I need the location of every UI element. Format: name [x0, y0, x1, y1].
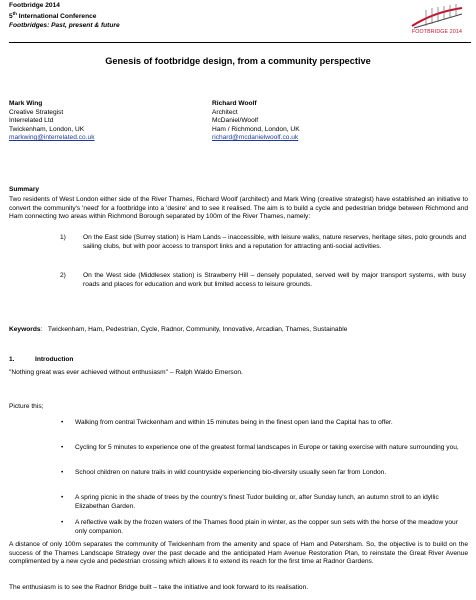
list-number: 1) [60, 234, 66, 241]
author-role: Architect [212, 108, 238, 116]
bullet-icon: • [61, 494, 64, 501]
conference-header [9, 2, 120, 30]
intro-paragraph: A distance of only 100m separates the community of Twickenham from the amenity and space of Ham and Petersham. So, the objective is to build on the success of the Thames Landscape Strategy over the past decade and the anticipated Ham Avenue Restoration Plan, to reinstate the Great River Avenue complimented by a new cycle and pedestrian crossing which allows it to extend its reach for the first time at Radnor Gardens. [9, 541, 468, 566]
bullet-icon: • [61, 469, 64, 476]
picture-this-line: Picture this; [9, 403, 44, 410]
section-title: Introduction [35, 356, 74, 363]
header-conference-label: International Conference [16, 13, 97, 21]
section-number: 1. [9, 356, 15, 363]
author-location: Ham / Richmond, London, UK [212, 125, 300, 133]
keywords-label: Keywords [9, 326, 41, 333]
bullet-item [61, 519, 467, 536]
keywords-line: Keywords: Twickenham, Ham, Pedestrian, Cycle, Radnor, Community, Innovative, Arcadian, Thames, Sustainable [9, 326, 348, 333]
bullet-icon: • [61, 444, 64, 451]
author-email-link[interactable]: markwing@interrelated.co.uk [9, 134, 95, 142]
author-name: Richard Woolf [212, 100, 257, 107]
header-line-3: Footbridges: Past, present & future [9, 21, 120, 29]
author-role: Creative Strategist [9, 108, 64, 116]
bullet-text: Cycling for 5 minutes to experience one of the greatest formal landscapes in Europe or taking exercise with nature surrounding you, [75, 444, 459, 451]
header-line-2 [9, 10, 120, 21]
header-edition-suffix: th [12, 11, 17, 17]
summary-heading: Summary [9, 186, 40, 193]
list-number: 2) [60, 272, 66, 279]
bullet-item [61, 494, 467, 511]
bullet-icon: • [61, 519, 64, 526]
bullet-item [61, 444, 467, 453]
header-divider [9, 42, 471, 43]
logo-text: FOOTBRIDGE 2014 [411, 29, 463, 35]
keywords-value: Twickenham, Ham, Pedestrian, Cycle, Radnor, Community, Innovative, Arcadian, Thames, Sustainable [47, 326, 348, 333]
author-org: McDaniel/Woolf [212, 117, 259, 125]
author-org: Interrelated Ltd [9, 117, 54, 125]
list-text: On the West side (Middlesex station) is Strawberry Hill – densely populated, served well by major transport systems, with busy roads and places for education and work but limited access to leisure grounds. [83, 272, 466, 288]
bullet-text: A spring picnic in the shade of trees by the country's finest Tudor building or, after Sunday lunch, an autumn stroll to an idyllic Elizabethan Garden. [75, 494, 439, 510]
summary-paragraph: Two residents of West London either side of the River Thames, Richard Woolf (architect) and Mark Wing (creative strategist) have established an initiative to convert the community's 'need' for a footbridge into a 'desire' and to see it realised. The aim is to build a cycle and pedestrian bridge between Richmond and Ham connecting two areas within Richmond Borough separated by 100m of the River Thames, namely: [9, 196, 468, 221]
author-block-1 [9, 100, 95, 143]
epigraph-quote: "Nothing great was ever achieved without enthusiasm" – Ralph Waldo Emerson. [9, 369, 243, 376]
summary-list-item [60, 272, 466, 289]
bullet-text: A reflective walk by the frozen waters of the Thames flood plain in winter, as the copper sun sets with the horse of the meadow your only companion. [75, 519, 458, 535]
closing-paragraph: The enthusiasm is to see the Radnor Bridge built – take the initiative and look forward to its realisation. [9, 584, 309, 591]
author-location: Twickenham, London, UK [9, 125, 85, 133]
author-name: Mark Wing [9, 100, 43, 107]
author-block-2 [212, 100, 300, 143]
bullet-icon: • [61, 419, 64, 426]
bullet-text: Walking from central Twickenham and within 15 minutes being in the finest open land the Capital has to offer. [75, 419, 393, 426]
bullet-item [61, 469, 467, 478]
header-edition-number: 5 [9, 13, 13, 21]
paper-title: Genesis of footbridge design, from a community perspective [105, 56, 371, 66]
bullet-item [61, 419, 467, 428]
header-line-1: Footbridge 2014 [9, 2, 60, 9]
bullet-text: School children on nature trails in wild countryside experiencing bio-diversity usually seen far from London. [75, 469, 387, 476]
summary-list-item [60, 234, 466, 251]
introduction-heading [9, 356, 73, 363]
list-text: On the East side (Surrey station) is Ham Lands – inaccessible, with leisure walks, nature reserves, heritage sites, polo grounds and sailing clubs, but with poor access to transport links and a reputation for attracting anti-social activities. [83, 234, 466, 250]
author-email-link[interactable]: richard@mcdanielwoolf.co.uk [212, 134, 299, 142]
